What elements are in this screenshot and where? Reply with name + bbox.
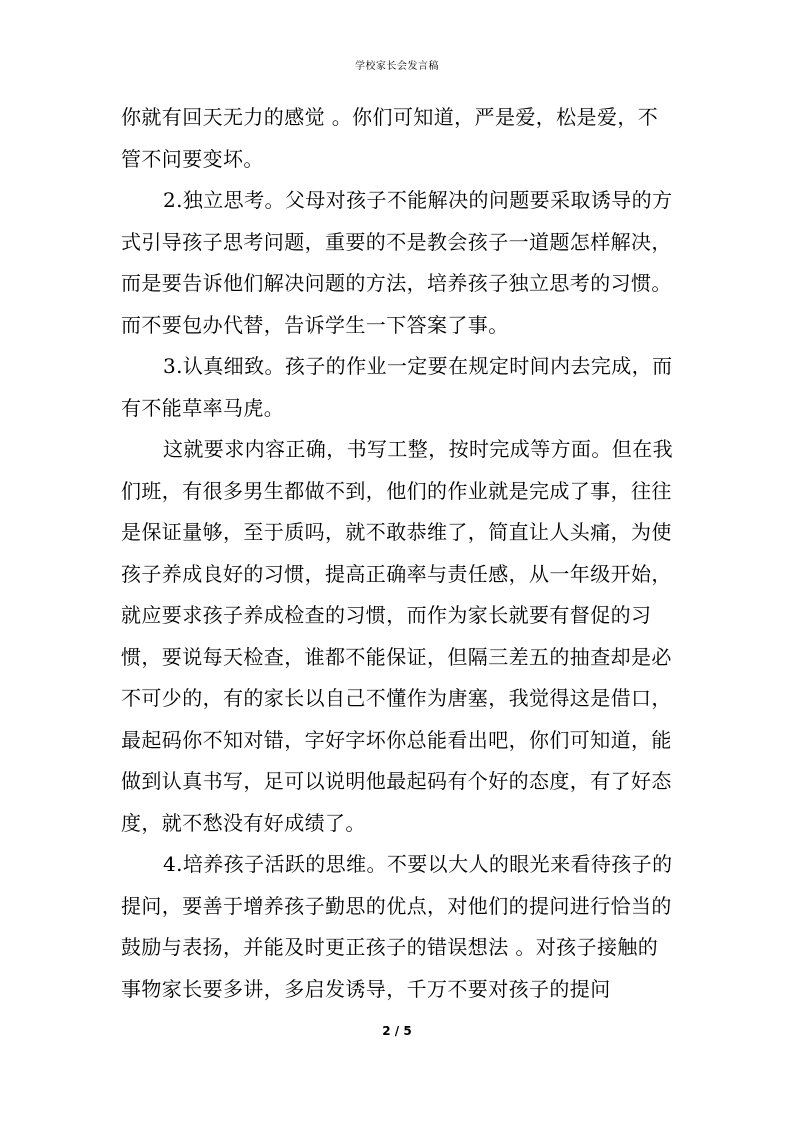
paragraph-careful-detail: 3.认真细致。孩子的作业一定要在规定时间内去完成，而有不能草率马虎。 bbox=[121, 354, 673, 420]
page-number: 2 / 5 bbox=[382, 1024, 412, 1038]
paragraph-independent-thinking: 2.独立思考。父母对孩子不能解决的问题要采取诱导的方式引导孩子思考问题，重要的不是教会孩子一道题怎样解决，而是要告诉他们解决问题的方法，培养孩子独立思考的习惯。而不要包办代替，告诉学生一下答案了事。 bbox=[121, 188, 673, 337]
document-body bbox=[121, 97, 677, 1010]
paragraph-active-thinking: 4.培养孩子活跃的思维。不要以大人的眼光来看待孩子的提问，要善于增养孩子勤思的优点，对他们的提问进行恰当的鼓励与表扬，并能及时更正孩子的错误想法 。对孩子接触的事物家长要多讲，多启发诱导，千万不要对孩子的提问 bbox=[121, 852, 673, 1001]
page-header-title: 学校家长会发言稿 bbox=[355, 61, 439, 72]
paragraph-requirements: 这就要求内容正确，书写工整，按时完成等方面。但在我们班，有很多男生都做不到，他们的作业就是完成了事，往往是保证量够，至于质吗，就不敢恭维了，简直让人头痛，为使孩子养成良好的习惯，提高正确率与责任感，从一年级开始，就应要求孩子养成检查的习惯，而作为家长就要有督促的习惯，要说每天检查，谁都不能保证，但隔三差五的抽查却是必不可少的，有的家长以自己不懂作为唐塞，我觉得这是借口，最起码你不知对错，字好字坏你总能看出吧，你们可知道，能做到认真书写，足可以说明他最起码有个好的态度，有了好态度，就不愁没有好成绩了。 bbox=[121, 437, 673, 835]
paragraph-continuation: 你就有回天无力的感觉 。你们可知道，严是爱，松是爱，不管不问要变坏。 bbox=[121, 105, 659, 171]
